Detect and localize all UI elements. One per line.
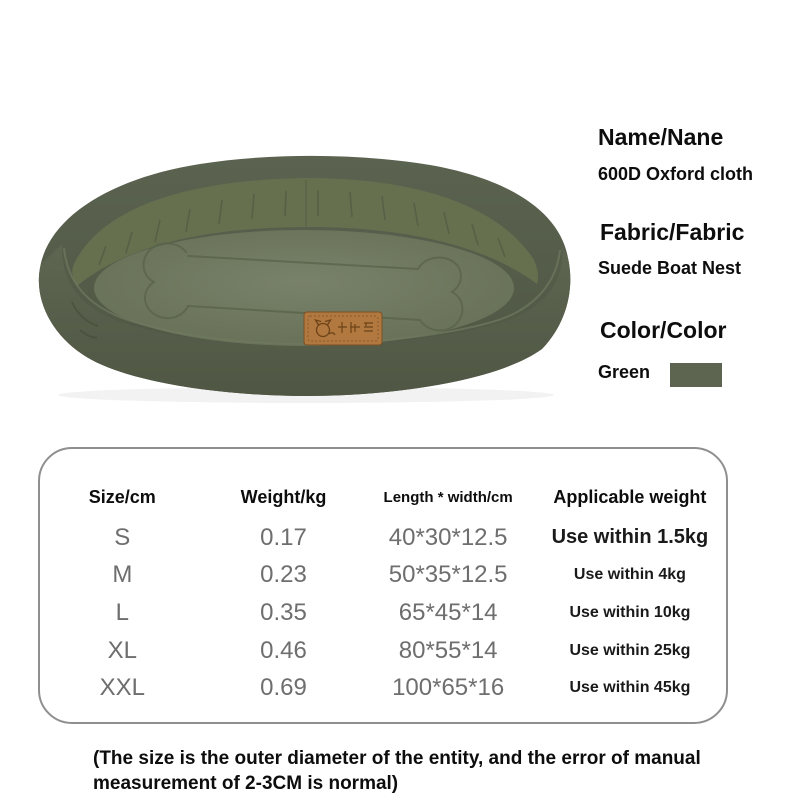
table-cell-size: M (112, 561, 133, 589)
color-label: Color/Color (600, 317, 727, 343)
name-label: Name/Nane (598, 124, 724, 150)
table-cell-weight: 0.46 (260, 636, 307, 664)
table-cell-dimensions: 65*45*14 (398, 598, 498, 626)
table-cell-applicable: Use within 25kg (569, 641, 691, 659)
name-value: 600D Oxford cloth (598, 164, 754, 184)
table-cell-dimensions: 40*30*12.5 (388, 523, 508, 551)
fabric-label: Fabric/Fabric (600, 219, 745, 245)
size-table-header-weight: Weight/kg (240, 486, 327, 507)
table-cell-dimensions: 100*65*16 (392, 674, 505, 702)
fabric-value: Suede Boat Nest (598, 258, 742, 278)
table-cell-size: L (115, 598, 129, 626)
measurement-note-line2: measurement of 2-3CM is normal) (93, 773, 399, 795)
table-cell-size: S (114, 523, 131, 551)
table-cell-applicable: Use within 45kg (569, 679, 691, 697)
table-cell-weight: 0.23 (260, 561, 307, 589)
table-cell-applicable: Use within 10kg (569, 603, 691, 621)
measurement-note (93, 746, 733, 796)
table-cell-dimensions: 50*35*12.5 (388, 561, 508, 589)
color-value: Green (598, 362, 651, 382)
color-swatch (670, 363, 722, 387)
table-cell-size: XXL (99, 674, 145, 702)
table-cell-applicable: Use within 1.5kg (551, 526, 709, 549)
size-table-header-size: Size/cm (88, 486, 156, 507)
table-cell-applicable: Use within 4kg (573, 566, 686, 584)
table-cell-size: XL (107, 636, 137, 664)
measurement-note-line1: (The size is the outer diameter of the entity, and the error of manual (93, 748, 701, 769)
size-table-header-applicable: Applicable weight (553, 486, 707, 507)
size-table (38, 447, 728, 724)
product-photo-pet-bed (28, 150, 573, 405)
table-cell-weight: 0.17 (260, 523, 307, 551)
table-cell-weight: 0.69 (260, 674, 307, 702)
size-table-header-dimensions: Length * width/cm (383, 488, 513, 506)
table-cell-dimensions: 80*55*14 (398, 636, 498, 664)
table-cell-weight: 0.35 (260, 598, 307, 626)
brand-tag (304, 312, 382, 345)
